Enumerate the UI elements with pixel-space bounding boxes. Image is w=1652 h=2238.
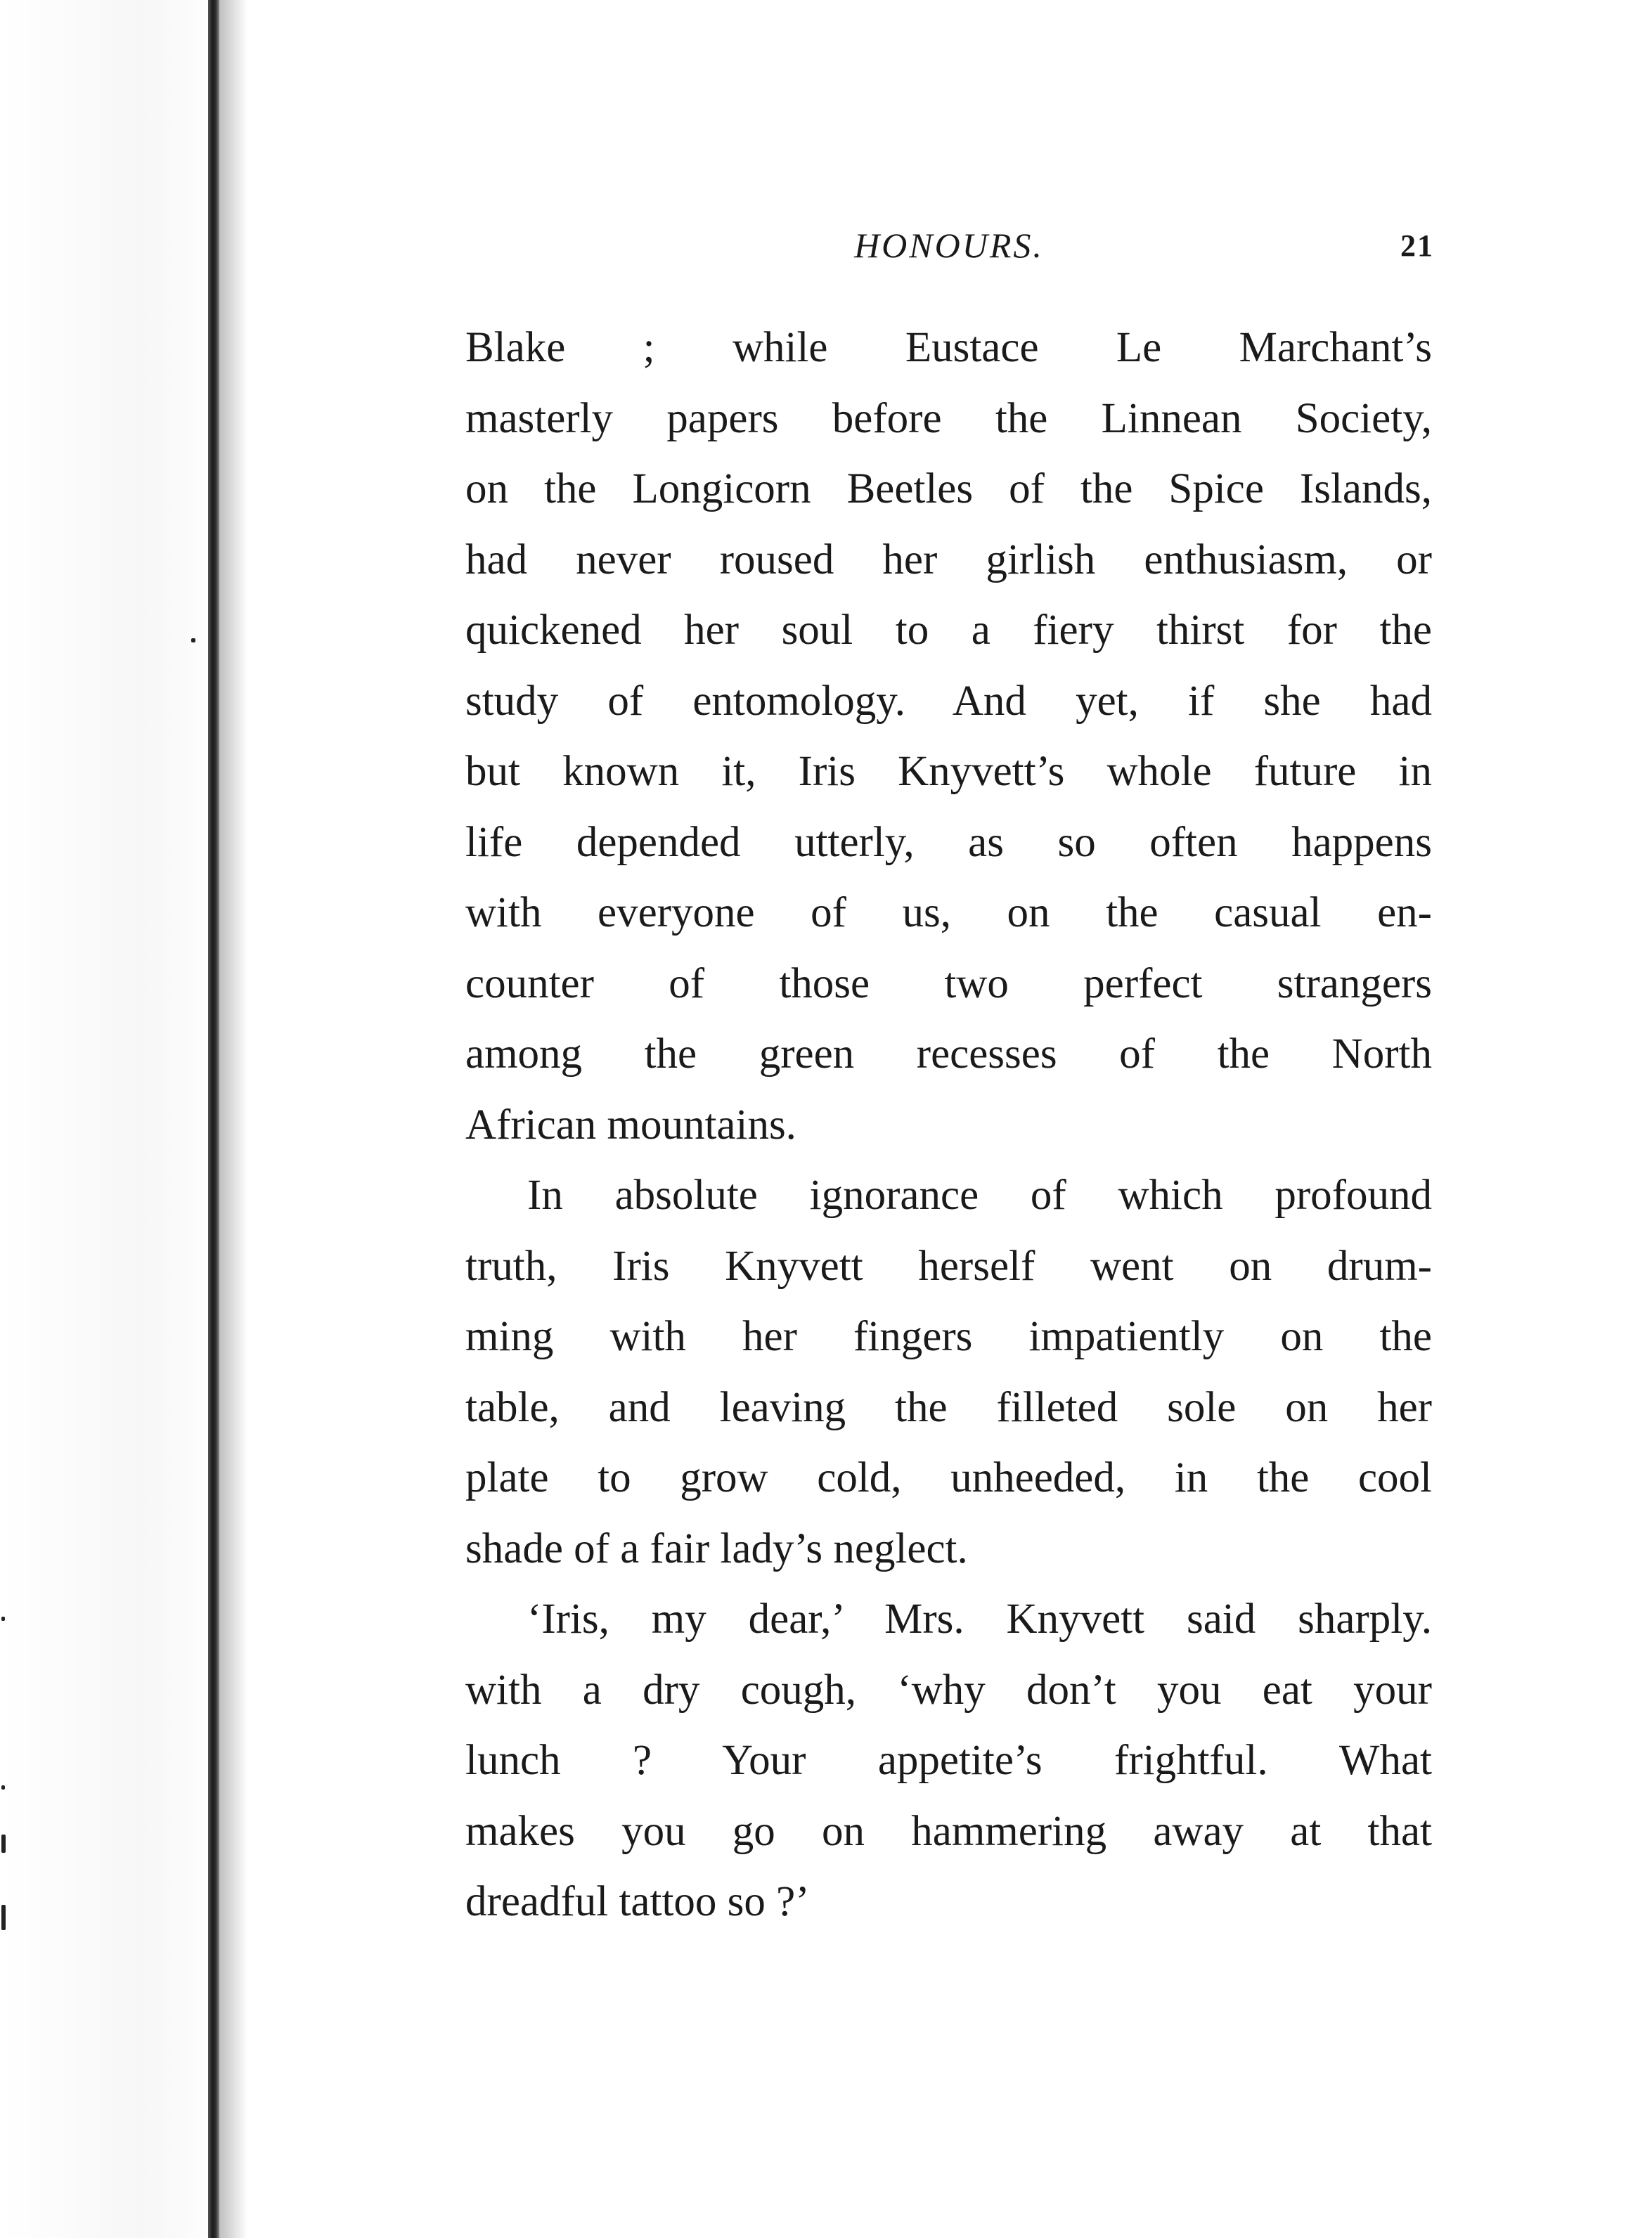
binding-edge [208,0,219,2238]
text-line: had never roused her girlish enthusiasm, or [465,536,1432,583]
page-header [464,225,1434,281]
text-line: plate to grow cold, unheeded, in the cool [465,1454,1432,1501]
text-line: but known it, Iris Knyvett’s whole future in [465,748,1432,795]
text-line: lunch ? Your appetite’s frightful. What [465,1737,1432,1784]
text-line: masterly papers before the Linnean Society, [465,394,1432,442]
text-line: counter of those two perfect strangers [465,959,1432,1007]
text-line: Blake ; while Eustace Le Marchant’s [465,324,1432,371]
running-title: HONOURS. [854,226,1044,265]
text-line: among the green recesses of the North [465,1030,1432,1078]
page-number: 21 [1400,228,1434,263]
text-line: on the Longicorn Beetles of the Spice Islands, [465,465,1432,512]
text-line: truth, Iris Knyvett herself went on drum- [465,1242,1432,1290]
margin-mark [1,1835,6,1853]
text-line: dreadful tattoo so ?’ [465,1878,810,1925]
binding-shadow [219,0,247,2238]
margin-mark [191,638,195,642]
margin-mark [1,1785,5,1790]
body-text [465,313,1432,1938]
text-line: In absolute ignorance of which profound [527,1172,1432,1219]
text-line: with everyone of us, on the casual en- [465,889,1432,936]
margin-mark [1,1905,6,1930]
text-line: study of entomology. And yet, if she had [465,677,1432,725]
text-line: table, and leaving the filleted sole on her [465,1383,1432,1431]
text-line: shade of a fair lady’s neglect. [465,1525,968,1572]
text-line: African mountains. [465,1101,796,1149]
text-line: makes you go on hammering away at that [465,1807,1432,1855]
text-line: with a dry cough, ‘why don’t you eat your [465,1666,1432,1714]
margin-mark [1,1617,5,1621]
text-line: ming with her fingers impatiently on the [465,1313,1432,1360]
page-gutter [0,0,295,2238]
text-line: quickened her soul to a fiery thirst for the [465,607,1432,654]
text-line: ‘Iris, my dear,’ Mrs. Knyvett said sharply. [527,1596,1432,1643]
text-line: life depended utterly, as so often happens [465,818,1432,866]
